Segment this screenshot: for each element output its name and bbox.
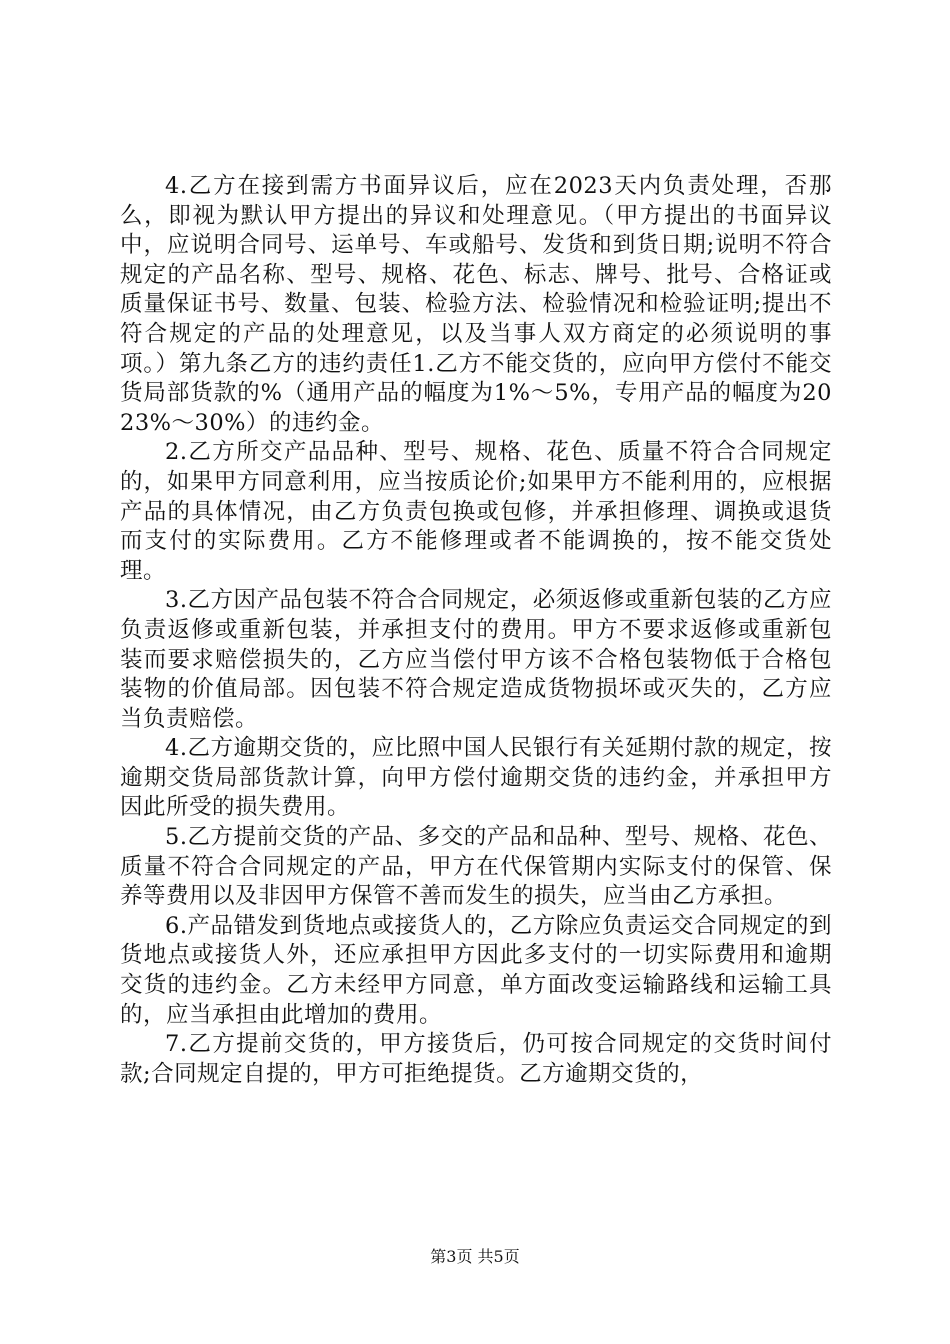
document-body	[120, 172, 832, 1089]
paragraph-item-4-late-delivery: 4.乙方逾期交货的，应比照中国人民银行有关延期付款的规定，按逾期交货局部货款计算，向甲方偿付逾期交货的违约金，并承担甲方因此所受的损失费用。	[120, 735, 832, 821]
paragraph-item-7-acceptance: 7.乙方提前交货的，甲方接货后，仍可按合同规定的交货时间付款;合同规定自提的，甲方可拒绝提货。乙方逾期交货的，	[120, 1031, 832, 1087]
paragraph-clause-4-objection: 4.乙方在接到需方书面异议后，应在2023天内负责处理，否那么，即视为默认甲方提出的异议和处理意见。（甲方提出的书面异议中，应说明合同号、运单号、车或船号、发货和到货日期;说明不符合规定的产品名称、型号、规格、花色、标志、牌号、批号、合格证或质量保证书号、数量、包装、检验方法、检验情况和检验证明;提出不符合规定的产品的处理意见，以及当事人双方商定的必须说明的事项。）第九条乙方的违约责任1.乙方不能交货的，应向甲方偿付不能交货局部货款的%（通用产品的幅度为1%～5%，专用产品的幅度为2023%～30%）的违约金。	[120, 173, 832, 436]
paragraph-item-3-packaging: 3.乙方因产品包装不符合合同规定，必须返修或重新包装的乙方应负责返修或重新包装，并承担支付的费用。甲方不要求返修或重新包装而要求赔偿损失的，乙方应当偿付甲方该不合格包装物低于合格包装物的价值局部。因包装不符合规定造成货物损坏或灭失的，乙方应当负责赔偿。	[120, 587, 832, 732]
page-footer	[0, 1247, 950, 1267]
paragraph-item-5-early-delivery: 5.乙方提前交货的产品、多交的产品和品种、型号、规格、花色、质量不符合合同规定的产品，甲方在代保管期内实际支付的保管、保养等费用以及非因甲方保管不善而发生的损失，应当由乙方承担。	[120, 824, 832, 910]
paragraph-item-2-quality: 2.乙方所交产品品种、型号、规格、花色、质量不符合合同规定的，如果甲方同意利用，应当按质论价;如果甲方不能利用的，应根据产品的具体情况，由乙方负责包换或包修，并承担修理、调换或退货而支付的实际费用。乙方不能修理或者不能调换的，按不能交货处理。	[120, 439, 832, 584]
paragraph-item-6-misdelivery: 6.产品错发到货地点或接货人的，乙方除应负责运交合同规定的到货地点或接货人外，还应承担甲方因此多支付的一切实际费用和逾期交货的违约金。乙方未经甲方同意，单方面改变运输路线和运输工具的，应当承担由此增加的费用。	[120, 912, 832, 1028]
page-number: 第3页 共5页	[430, 1247, 520, 1266]
